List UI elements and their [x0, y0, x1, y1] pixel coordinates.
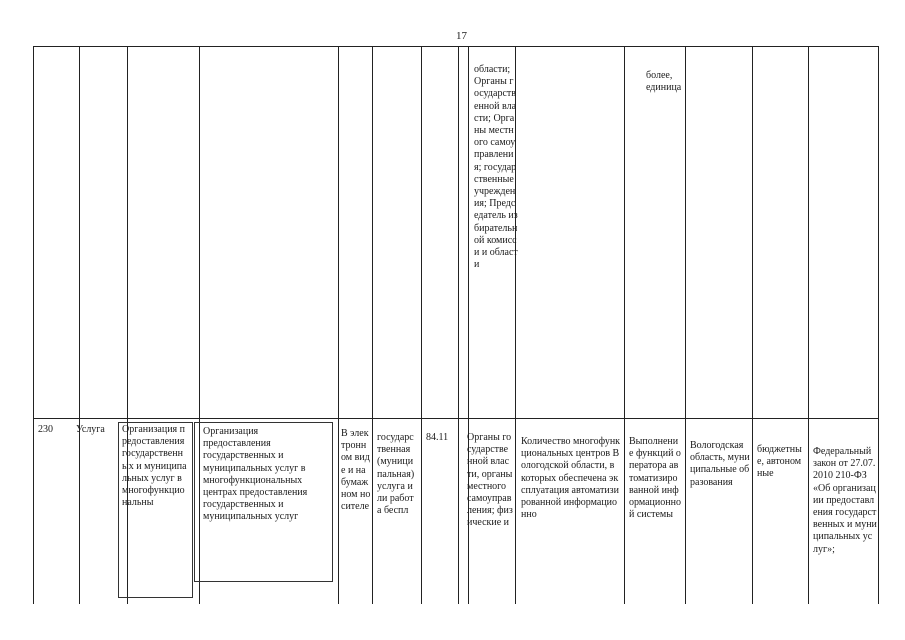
col-divider — [752, 46, 753, 604]
row-okved-cell: 84.11 — [426, 432, 449, 443]
row-type-cell: Услуга — [76, 424, 105, 435]
row-name-short-cell: Организация предоставления государственных и муниципальных услуг в многофункциональны — [122, 424, 187, 509]
row-recipients-cell: Органы государственной власти, органы местного самоуправления; физические и — [467, 432, 513, 529]
table-border-top — [33, 46, 879, 47]
row-content-cell: Выполнение функций оператора автоматизированной информационной системы — [629, 436, 681, 521]
col-divider — [458, 46, 459, 604]
row-number-cell: 230 — [38, 424, 53, 435]
row-legal-basis-cell: Федеральный закон от 27.07.2010 210-ФЗ «Об организации предоставления государственных и муниципальных услуг»; — [813, 446, 877, 555]
row-territory-cell: Вологодская область, муниципальные образования — [690, 440, 750, 488]
page-number: 17 — [456, 30, 467, 42]
row-name-full-cell: Организация предоставления государственных и муниципальных услуг в многофункциональных центрах предоставления государственных и муниципальных услуг — [203, 426, 308, 523]
col-divider — [624, 46, 625, 604]
col-divider — [421, 46, 422, 604]
row-institution-type-cell: бюджетные, автономные — [757, 444, 802, 480]
col-divider — [808, 46, 809, 604]
row-divider — [33, 418, 879, 419]
continued-recipients-cell: области; Органы государственной власти; Органы местного самоуправления; государственные учреждения; Председатель избирательной комисси и области — [474, 64, 518, 271]
continued-unit-cell: более, единица — [646, 70, 682, 94]
col-divider — [79, 46, 80, 604]
row-indicator-cell: Количество многофункциональных центров Вологодской области, в которых обеспечена эксплуатация автоматизированной информационно — [521, 436, 621, 521]
table-border-left — [33, 46, 34, 604]
row-form-cell: В электронном виде и на бумажном носителе — [341, 428, 371, 513]
col-divider — [372, 46, 373, 604]
col-divider — [685, 46, 686, 604]
table-border-right — [878, 46, 879, 604]
col-divider — [338, 46, 339, 604]
row-kind-cell: государственная (муниципальная) услуга или работа беспл — [377, 432, 415, 517]
